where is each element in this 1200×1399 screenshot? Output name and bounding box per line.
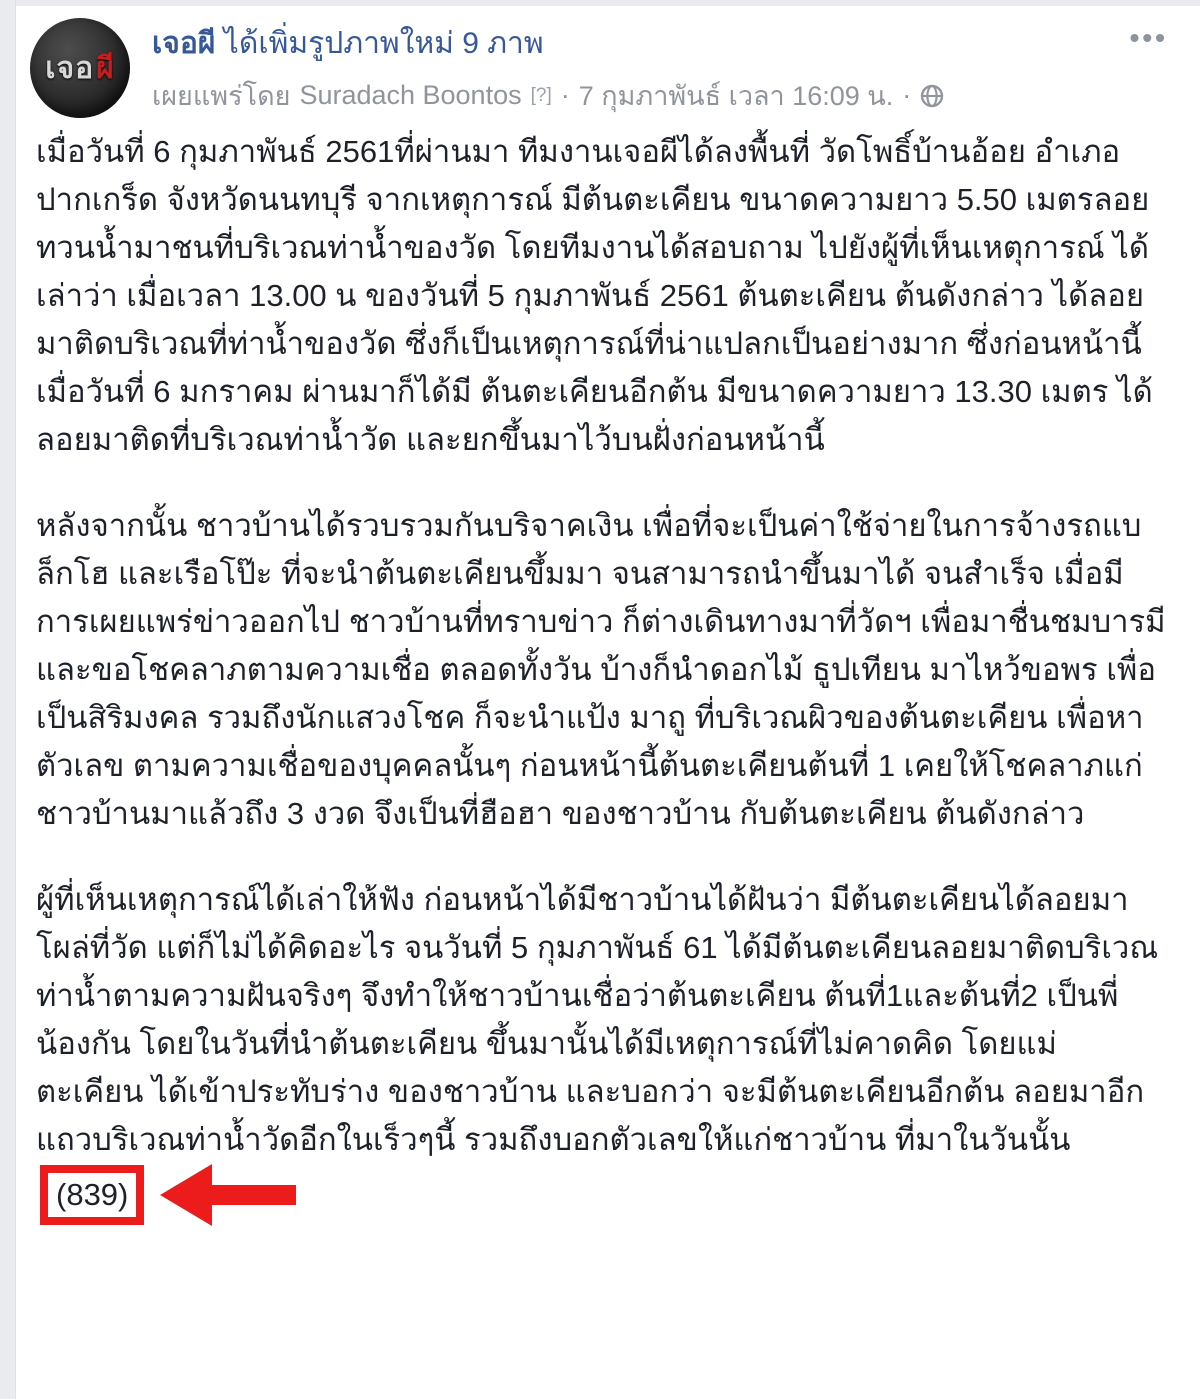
post-body (36, 128, 1166, 1226)
privacy-globe-icon (920, 84, 944, 108)
highlighted-number-box (40, 1165, 144, 1225)
page-background-left-edge (0, 0, 16, 1399)
highlighted-number: (839) (56, 1177, 129, 1212)
sharer-badge: [?] (530, 84, 552, 106)
post-header (30, 16, 1170, 126)
meta-separator-dot: · (902, 80, 912, 110)
post-action-text: ได้เพิ่มรูปภาพใหม่ 9 ภาพ (223, 27, 544, 60)
paragraph-3 (36, 876, 1166, 1226)
shared-by-label: เผยแพร่โดย (152, 81, 291, 111)
paragraph-3-text: ผู้ที่เห็นเหตุการณ์ได้เล่าให้ฟัง ก่อนหน้าได้มีชาวบ้านได้ฝันว่า มีต้นตะเคียนได้ลอยมาโผล่ที่วัด แต่ก็ไม่ได้คิดอะไร จนวันที่ 5 กุมภาพันธ์ 61 ได้มีต้นตะเคียนลอยมาติดบริเวณท่าน้ำตามความฝันจริงๆ จึงทำให้ชาวบ้านเชื่อว่าต้นตะเคียน ต้นที่1และต้นที่2 เป็นพี่น้องกัน โดยในวันที่นำต้นตะเคียน ขึ้นมานั้นได้มีเหตุการณ์ที่ไม่คาดคิด โดยแม่ ตะเคียน ได้เข้าประทับร่าง ของชาวบ้าน และบอกว่า จะมีต้นตะเคียนอีกต้น ลอยมาอีกแถวบริเวณท่าน้ำวัดอีกในเร็วๆนี้ รวมถึงบอกตัวเลขให้แก่ชาวบ้าน ที่มาในวันนั้น (36, 882, 1159, 1157)
page-avatar[interactable] (30, 18, 130, 118)
post-header-text (152, 22, 1100, 117)
avatar-logo-accent-text: ผี (96, 51, 115, 85)
post-timestamp[interactable]: 7 กุมภาพันธ์ เวลา 16:09 น. (578, 81, 894, 111)
page-name-link[interactable]: เจอผี (152, 27, 216, 60)
avatar-logo-text: เจอ (45, 51, 95, 85)
paragraph-1: เมื่อวันที่ 6 กุมภาพันธ์ 2561ที่ผ่านมา ทีมงานเจอผีได้ลงพื้นที่ วัดโพธิ์บ้านอ้อย อำเภอปากเกร็ด จังหวัดนนทบุรี จากเหตุการณ์ มีต้นตะเคียน ขนาดความยาว 5.50 เมตรลอยทวนน้ำมาชนที่บริเวณท่าน้ำของวัด โดยทีมงานได้สอบถาม ไปยังผู้ที่เห็นเหตุการณ์ ได้เล่าว่า เมื่อเวลา 13.00 น ของวันที่ 5 กุมภาพันธ์ 2561 ต้นตะเคียน ต้นดังกล่าว ได้ลอยมาติดบริเวณที่ท่าน้ำของวัด ซึ่งก็เป็นเหตุการณ์ที่น่าแปลกเป็นอย่างมาก ซึ่งก่อนหน้านี้ เมื่อวันที่ 6 มกราคม ผ่านมาก็ได้มี ต้นตะเคียนอีกต้น มีขนาดความยาว 13.30 เมตร ได้ลอยมาติดที่บริเวณท่าน้ำวัด และยกขึ้นมาไว้บนฝั่งก่อนหน้านี้ (36, 134, 1153, 457)
paragraph-2: หลังจากนั้น ชาวบ้านได้รวบรวมกันบริจาคเงิน เพื่อที่จะเป็นค่าใช้จ่ายในการจ้างรถแบล็กโฮ และเรือโป๊ะ ที่จะนำต้นตะเคียนขึ้มมา จนสามารถนำขึ้นมาได้ จนสำเร็จ เมื่อมีการเผยแพร่ข่าวออกไป ชาวบ้านที่ทราบข่าว ก็ต่างเดินทางมาที่วัดฯ เพื่อมาชื่นชมบารมี และขอโชคลาภตามความเชื่อ ตลอดทั้งวัน บ้างก็นำดอกไม้ ธูปเทียน มาไหว้ขอพร เพื่อเป็นสิริมงคล รวมถึงนักแสวงโชค ก็จะนำแป้ง มาถู ที่บริเวณผิวของต้นตะเคียน เพื่อหาตัวเลข ตามความเชื่อของบุคคลนั้นๆ ก่อนหน้านี้ต้นตะเคียนต้นที่ 1 เคยให้โชคลาภแก่ชาวบ้านมาแล้วถึง 3 งวด จึงเป็นที่ฮือฮา ของชาวบ้าน กับต้นตะเคียน ต้นดังกล่าว (36, 508, 1166, 831)
post-meta-line (152, 74, 1100, 117)
sharer-name[interactable]: Suradach Boontos (299, 80, 522, 110)
post-title-line (152, 22, 1100, 66)
arrow-head (160, 1164, 212, 1226)
arrow-bar (212, 1185, 296, 1205)
page-background-top-edge (0, 0, 1200, 6)
post-options-menu-icon[interactable]: ••• (1129, 22, 1168, 53)
meta-separator-dot: · (560, 80, 570, 110)
red-arrow-annotation-icon (160, 1164, 296, 1226)
